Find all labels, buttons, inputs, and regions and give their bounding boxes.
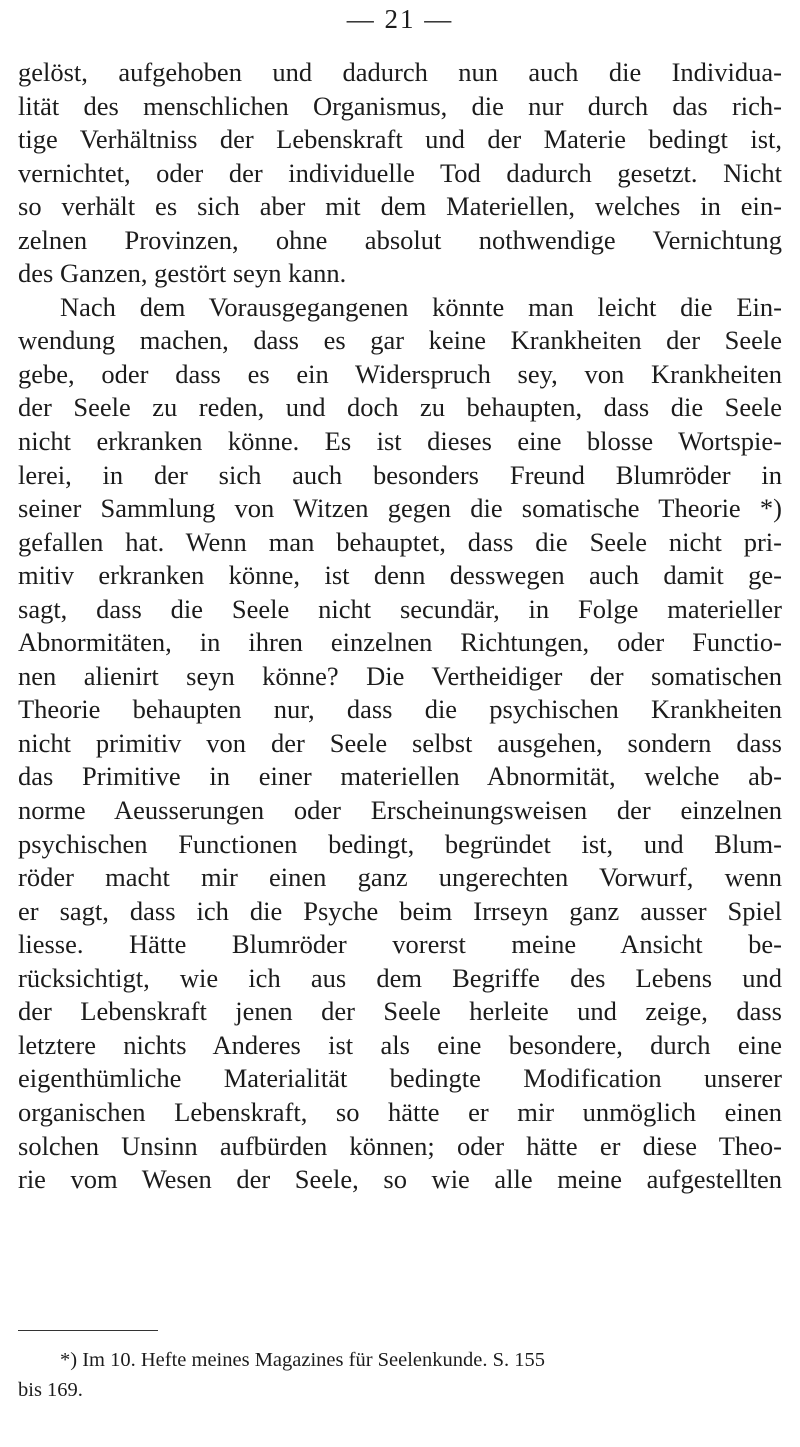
text-line: gefallen hat. Wenn man behauptet, dass die Seele nicht pri- <box>18 526 782 557</box>
page-number: — 21 — <box>346 4 454 34</box>
text-line: gelöst, aufgehoben und dadurch nun auch die Individua- <box>18 57 782 87</box>
text-line: liesse. Hätte Blumröder vorerst meine Ansicht be- <box>18 929 782 960</box>
text-line: Nach dem Vorausgegangenen könnte man leicht die Ein- <box>60 291 782 322</box>
text-line: nicht erkranken könne. Es ist dieses eine blosse Wortspie- <box>18 426 782 457</box>
text-line: nicht primitiv von der Seele selbst ausgehen, sondern dass <box>18 727 782 758</box>
text-line: tige Verhältniss der Lebenskraft und der Materie bedingt ist, <box>18 124 782 155</box>
text-line: das Primitive in einer materiellen Abnormität, welche ab- <box>18 761 782 792</box>
footnote-divider <box>18 1330 158 1331</box>
text-line: sagt, dass die Seele nicht secundär, in Folge materieller <box>18 593 782 624</box>
text-line: norme Aeusserungen oder Erscheinungsweisen der einzelnen <box>18 795 782 826</box>
text-line: der Lebenskraft jenen der Seele herleite und zeige, dass <box>18 996 782 1027</box>
text-line: gebe, oder dass es ein Widerspruch sey, von Krankheiten <box>18 358 782 389</box>
text-line: psychischen Functionen bedingt, begründet ist, und Blum- <box>18 828 782 859</box>
text-line: rücksichtigt, wie ich aus dem Begriffe des Lebens und <box>18 962 782 993</box>
text-line: der Seele zu reden, und doch zu behaupten, dass die Seele <box>18 392 782 423</box>
text-line: röder macht mir einen ganz ungerechten Vorwurf, wenn <box>18 862 782 893</box>
text-line: er sagt, dass ich die Psyche beim Irrseyn ganz ausser Spiel <box>18 895 782 926</box>
text-line: lerei, in der sich auch besonders Freund Blumröder in <box>18 459 782 490</box>
text-line: mitiv erkranken könne, ist denn desswegen auch damit ge- <box>18 560 782 591</box>
footnote-line: bis 169. <box>18 1379 83 1401</box>
text-line: wendung machen, dass es gar keine Krankheiten der Seele <box>18 325 782 356</box>
footnote-line: *) Im 10. Hefte meines Magazines für Seelenkunde. S. 155 <box>60 1349 546 1371</box>
text-line: seiner Sammlung von Witzen gegen die somatische Theorie *) <box>18 493 782 524</box>
text-line: des Ganzen, gestört seyn kann. <box>18 258 347 289</box>
body-text <box>18 56 782 1197</box>
footnote <box>18 1345 782 1405</box>
text-line: Theorie behaupten nur, dass die psychischen Krankheiten <box>18 694 782 725</box>
text-line: letztere nichts Anderes ist als eine besondere, durch eine <box>18 1029 782 1060</box>
text-line: rie vom Wesen der Seele, so wie alle meine aufgestellten <box>18 1164 782 1195</box>
text-line: Abnormitäten, in ihren einzelnen Richtungen, oder Functio- <box>18 627 782 658</box>
text-line: vernichtet, oder der individuelle Tod dadurch gesetzt. Nicht <box>18 157 782 188</box>
text-line: eigenthümliche Materialität bedingte Modification unserer <box>18 1063 782 1094</box>
text-line: so verhält es sich aber mit dem Materiellen, welches in ein- <box>18 191 782 222</box>
text-line: organischen Lebenskraft, so hätte er mir unmöglich einen <box>18 1096 782 1127</box>
text-line: nen alienirt seyn könne? Die Vertheidiger der somatischen <box>18 660 782 691</box>
text-line: zelnen Provinzen, ohne absolut nothwendige Vernichtung <box>18 224 782 255</box>
text-line: lität des menschlichen Organismus, die nur durch das rich- <box>18 90 782 121</box>
text-line: solchen Unsinn aufbürden können; oder hätte er diese Theo- <box>18 1130 782 1161</box>
